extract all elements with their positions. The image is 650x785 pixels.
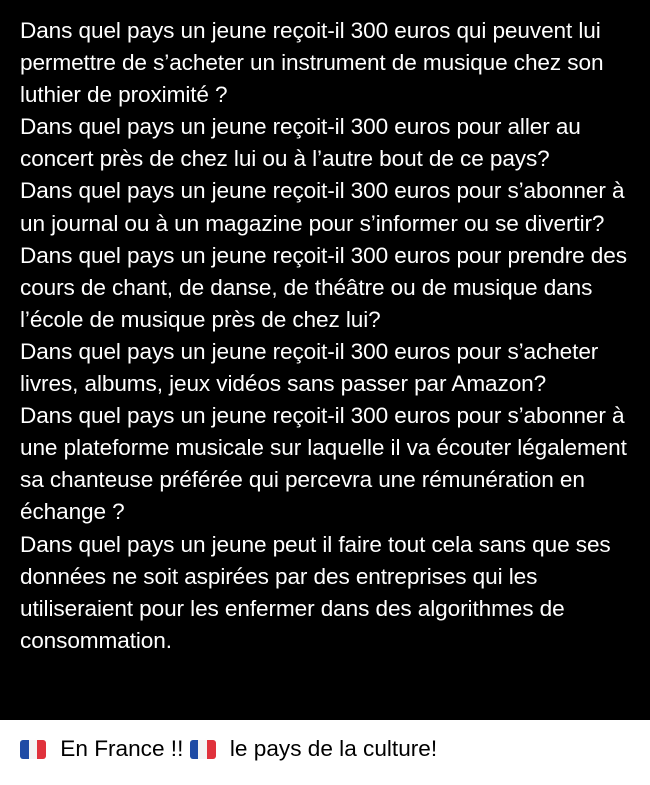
flag-blue-band [190, 740, 199, 759]
post-paragraph: Dans quel pays un jeune reçoit-il 300 euros qui peuvent lui permettre de s’acheter un instrument de musique chez son luthier de proximité ? [20, 18, 604, 108]
flag-red-band [207, 740, 216, 759]
flag-white-band [29, 740, 38, 759]
post-paragraph: Dans quel pays un jeune peut il faire tout cela sans que ses données ne soit aspirées par des entreprises qui les utiliseraient pour les enfermer dans des algorithmes de consommation. [20, 531, 611, 653]
flag-blue-band [20, 740, 29, 759]
post-paragraph: Dans quel pays un jeune reçoit-il 300 euros pour aller au concert près de chez lui ou à l’autre bout de ce pays? [20, 114, 581, 172]
flag-france-icon [190, 740, 216, 759]
flag-red-band [37, 740, 46, 759]
flag-france-icon [20, 740, 46, 759]
post-paragraph: Dans quel pays un jeune reçoit-il 300 euros pour s’abonner à un journal ou à un magazine pour s’informer ou se divertir? [20, 178, 625, 236]
footer-text-en-france: En France !! [54, 736, 190, 761]
footer-text-pays-culture: le pays de la culture! [223, 736, 438, 761]
post-paragraph: Dans quel pays un jeune reçoit-il 300 euros pour s’acheter livres, albums, jeux vidéos sans passer par Amazon? [20, 338, 599, 397]
post-footer [0, 720, 650, 785]
post-paragraph: Dans quel pays un jeune reçoit-il 300 euros pour prendre des cours de chant, de danse, de théâtre ou de musique dans l’école de musique près de chez lui? [20, 242, 627, 332]
flag-white-band [198, 740, 207, 759]
post-paragraph: Dans quel pays un jeune reçoit-il 300 euros pour s’abonner à une plateforme musicale sur laquelle il va écouter légalement sa chanteuse préférée qui percevra une rémunération en échange ? [20, 403, 627, 525]
